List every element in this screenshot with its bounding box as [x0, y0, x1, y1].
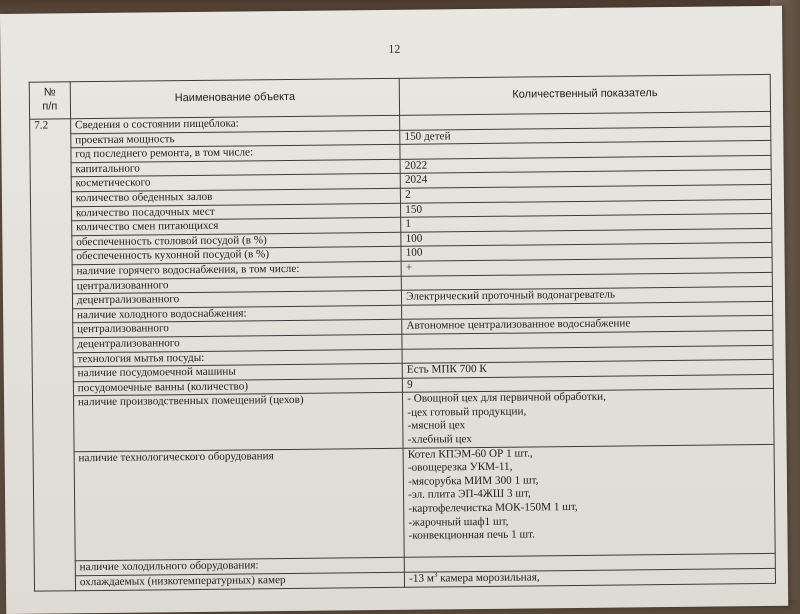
- list-item: -мясной цех: [407, 419, 466, 433]
- row-name: централизованного: [72, 276, 401, 294]
- row-name: косметического: [71, 174, 400, 192]
- page-number: 12: [388, 41, 401, 56]
- row-name: количество смен питающихся: [72, 217, 401, 235]
- equipment-list: [403, 444, 775, 558]
- list-item: -жарочный шаф1 шт,: [408, 515, 509, 529]
- list-item: -цех готовый продукции,: [407, 405, 527, 419]
- row-value: 150: [401, 199, 772, 217]
- list-item: -мясорубка МИМ 300 1 шт,: [408, 474, 539, 488]
- section-number: 7.2: [30, 119, 76, 591]
- row-name: количество обеденных залов: [71, 188, 400, 206]
- header-quantity: Количественный показатель: [399, 74, 770, 115]
- row-name: децентрализованного: [72, 290, 401, 308]
- row-value: 2022: [400, 155, 771, 173]
- row-name: централизованного: [73, 320, 402, 338]
- row-value: 2: [401, 184, 772, 202]
- row-value: Есть МПК 700 К: [402, 360, 773, 378]
- list-item: -хлебный цех: [407, 433, 472, 446]
- row-value: +: [401, 257, 772, 275]
- row-name: наличие горячего водоснабжения, в том числе:: [72, 261, 401, 279]
- list-item: -картофелечистка МОК-150М 1 шт,: [408, 501, 578, 515]
- row-name: посудомоечные ванны (количество): [73, 378, 402, 396]
- row-name: Сведения о состоянии пищеблока:: [70, 115, 399, 133]
- row-name: наличие производственных помещений (цехов): [73, 393, 403, 452]
- facility-table: [29, 74, 776, 591]
- row-name: проектная мощность: [71, 130, 400, 148]
- row-name: наличие технологического оборудования: [74, 448, 404, 561]
- production-rooms-list: [403, 389, 774, 448]
- row-name: охлаждаемых (низкотемпературных) камер: [75, 572, 404, 590]
- row-name: наличие холодильного оборудования:: [75, 558, 404, 576]
- row-value: 2024: [400, 170, 771, 188]
- list-item: Котел КПЭМ-60 ОР 1 шт.,: [407, 447, 533, 461]
- row-value: 100: [401, 228, 772, 246]
- row-value: 9: [402, 374, 773, 392]
- row-value: Электрический проточный водонагреватель: [402, 287, 773, 305]
- row-name: количество посадочных мест: [71, 203, 400, 221]
- row-name: обеспеченность кухонной посудой (в %): [72, 247, 401, 265]
- row-value: 1: [401, 214, 772, 232]
- list-item: - Овощной цех для первичной обработки,: [407, 390, 606, 406]
- list-item: -конвекционная печь 1 шт.: [408, 528, 535, 542]
- table-row-production-rooms: [33, 389, 775, 452]
- row-name: децентрализованного: [73, 334, 402, 352]
- row-value: 150 детей: [400, 126, 771, 144]
- row-name: обеспеченность столовой посудой (в %): [72, 232, 401, 250]
- table-row-equipment: [33, 444, 775, 562]
- header-name: Наименование объекта: [70, 78, 400, 118]
- row-name: капитального: [71, 159, 400, 177]
- list-item: -эл. плита ЭП-4ЖШ 3 шт,: [408, 487, 531, 502]
- row-name: технология мытья посуды:: [73, 349, 402, 367]
- row-value: 100: [401, 243, 772, 261]
- row-name: наличие холодного водоснабжения:: [72, 305, 401, 323]
- row-name: год последнего ремонта, в том числе:: [71, 145, 400, 163]
- row-name: наличие посудомоечной машины: [73, 363, 402, 381]
- row-value: Автономное централизованное водоснабжение: [402, 316, 773, 334]
- document-page: [0, 6, 788, 614]
- chambers-value: -13 $м^3$ камера морозильная,: [405, 568, 776, 586]
- header-number: № п/п: [29, 82, 70, 119]
- list-item: -овощерезка УКМ-11,: [407, 460, 513, 475]
